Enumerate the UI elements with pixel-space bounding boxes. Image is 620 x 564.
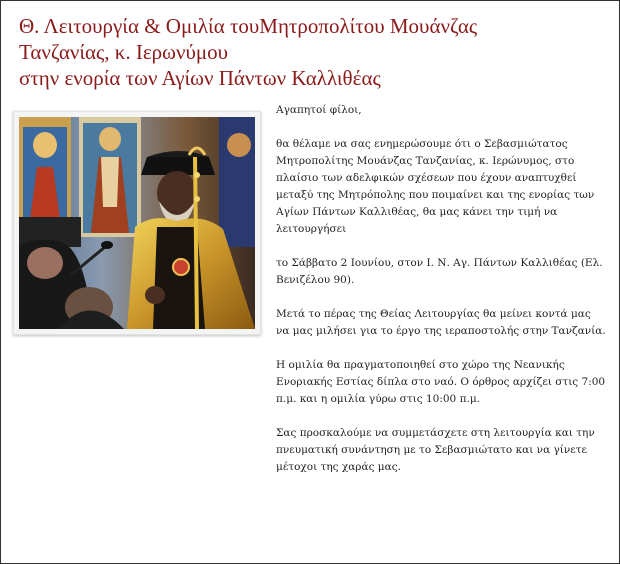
article-title: [19, 13, 609, 91]
date-location-paragraph: το Σάββατο 2 Ιουνίου, στον Ι. Ν. Αγ. Πάντων Καλλιθέας (Ελ. Βενιζέλου 90).: [276, 257, 603, 286]
article-body: [276, 102, 606, 493]
intro-paragraph: θα θέλαμε να σας ενημερώσουμε ότι ο Σεβασμιώτατος Μητροπολίτης Μουάνζας Τανζανίας, κ. Ιερώνυμος, στο πλαίσιο των αδελφικών σχέσεων που έχουν αναπτυχθεί μεταξύ της Μητρόπολης που ποιμαίνει και της ενορίας των Αγίων Πάντων Καλλιθέας, θα μας κάνει την τιμή να λειτουργήσει: [276, 138, 595, 235]
metropolitan-photo: [13, 111, 261, 335]
title-line-2: Τανζανίας, κ. Ιερωνύμου: [19, 40, 229, 64]
title-line-1: Θ. Λειτουργία & Ομιλία τουΜητροπολίτου Μουάνζας: [19, 14, 478, 38]
invitation-paragraph: Σας προσκαλούμε να συμμετάσχετε στη λειτουργία και την πνευματική συνάντηση με το Σεβασμιώτατο και να γίνετε μέτοχοι της χαράς μας.: [276, 427, 595, 473]
title-line-3: στην ενορία των Αγίων Πάντων Καλλιθέας: [19, 66, 381, 90]
schedule-paragraph: Η ομιλία θα πραγματοποιηθεί στο χώρο της Νεανικής Ενοριακής Εστίας δίπλα στο ναό. Ο όρθρος αρχίζει στις 7:00 π.μ. και η ομιλία γύρω στις 10:00 π.μ.: [276, 359, 606, 405]
after-liturgy-paragraph: Μετά το πέρας της Θείας Λειτουργίας θα μείνει κοντά μας να μας μιλήσει για το έργο της ιεραποστολής στην Τανζανία.: [276, 308, 606, 337]
bishop-liturgy-image: [19, 117, 255, 329]
greeting-paragraph: Αγαπητοί φίλοι,: [276, 104, 362, 116]
